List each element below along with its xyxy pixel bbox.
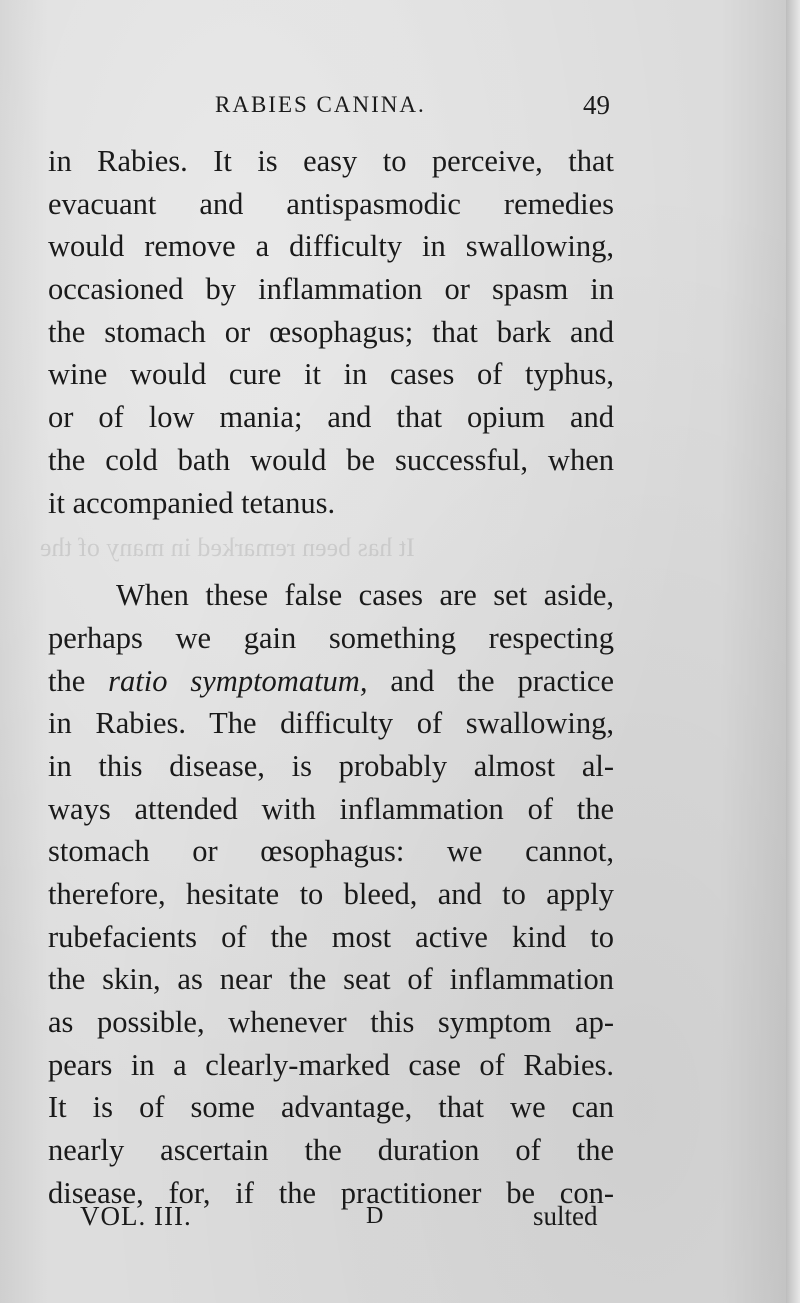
text-line: in Rabies. It is easy to perceive, that — [48, 144, 614, 178]
text-line: or of low mania; and that opium and — [48, 400, 614, 435]
text-line: rubefacients of the most active kind to — [48, 919, 614, 954]
text-line: in this disease, is probably almost al- — [48, 748, 614, 783]
text-line-with-italic — [48, 660, 614, 703]
bleed-through-text: It has been remarked in many of the — [40, 533, 415, 562]
italic-term: ratio symptomatum, — [108, 663, 368, 698]
text-line: the cold bath would be successful, when — [48, 442, 614, 477]
text-segment: and the practice — [367, 663, 614, 698]
text-line: pears in a clearly-marked case of Rabies. — [48, 1047, 614, 1082]
text-line: disease, for, if the practitioner be con- — [48, 1175, 614, 1210]
text-line: the skin, as near the seat of inflammation — [48, 962, 614, 997]
text-line: ways attended with inflammation of the — [48, 791, 614, 826]
page-header — [0, 92, 800, 126]
text-segment: the — [48, 663, 109, 698]
page-number: 49 — [583, 90, 610, 120]
text-line: the stomach or œsophagus; that bark and — [48, 314, 614, 349]
text-line: therefore, hesitate to bleed, and to apply — [48, 877, 614, 911]
body-text — [48, 140, 614, 1215]
text-line: as possible, whenever this symptom ap- — [48, 1005, 614, 1040]
text-line: wine would cure it in cases of typhus, — [48, 357, 614, 392]
text-line: occasioned by inflammation or spasm in — [48, 272, 614, 307]
paragraph-break — [48, 524, 614, 574]
text-line: nearly ascertain the duration of the — [48, 1133, 614, 1168]
page-footer — [0, 1201, 800, 1241]
signature-mark: D — [366, 1203, 384, 1229]
catchword: sulted — [533, 1201, 598, 1231]
running-head: RABIES CANINA. — [215, 92, 426, 117]
text-line: evacuant and antispasmodic remedies — [48, 186, 614, 221]
page-edge — [786, 0, 800, 1303]
text-line: it accompanied tetanus. — [48, 485, 336, 520]
text-line: perhaps we gain something respecting — [48, 620, 614, 655]
text-line: would remove a difficulty in swallowing, — [48, 229, 614, 264]
volume-signature: VOL. III. — [80, 1201, 192, 1231]
text-line: It is of some advantage, that we can — [48, 1090, 614, 1125]
text-line: stomach or œsophagus: we cannot, — [48, 834, 614, 869]
text-line: in Rabies. The difficulty of swallowing, — [48, 706, 614, 741]
text-line: When these false cases are set aside, — [116, 578, 614, 613]
